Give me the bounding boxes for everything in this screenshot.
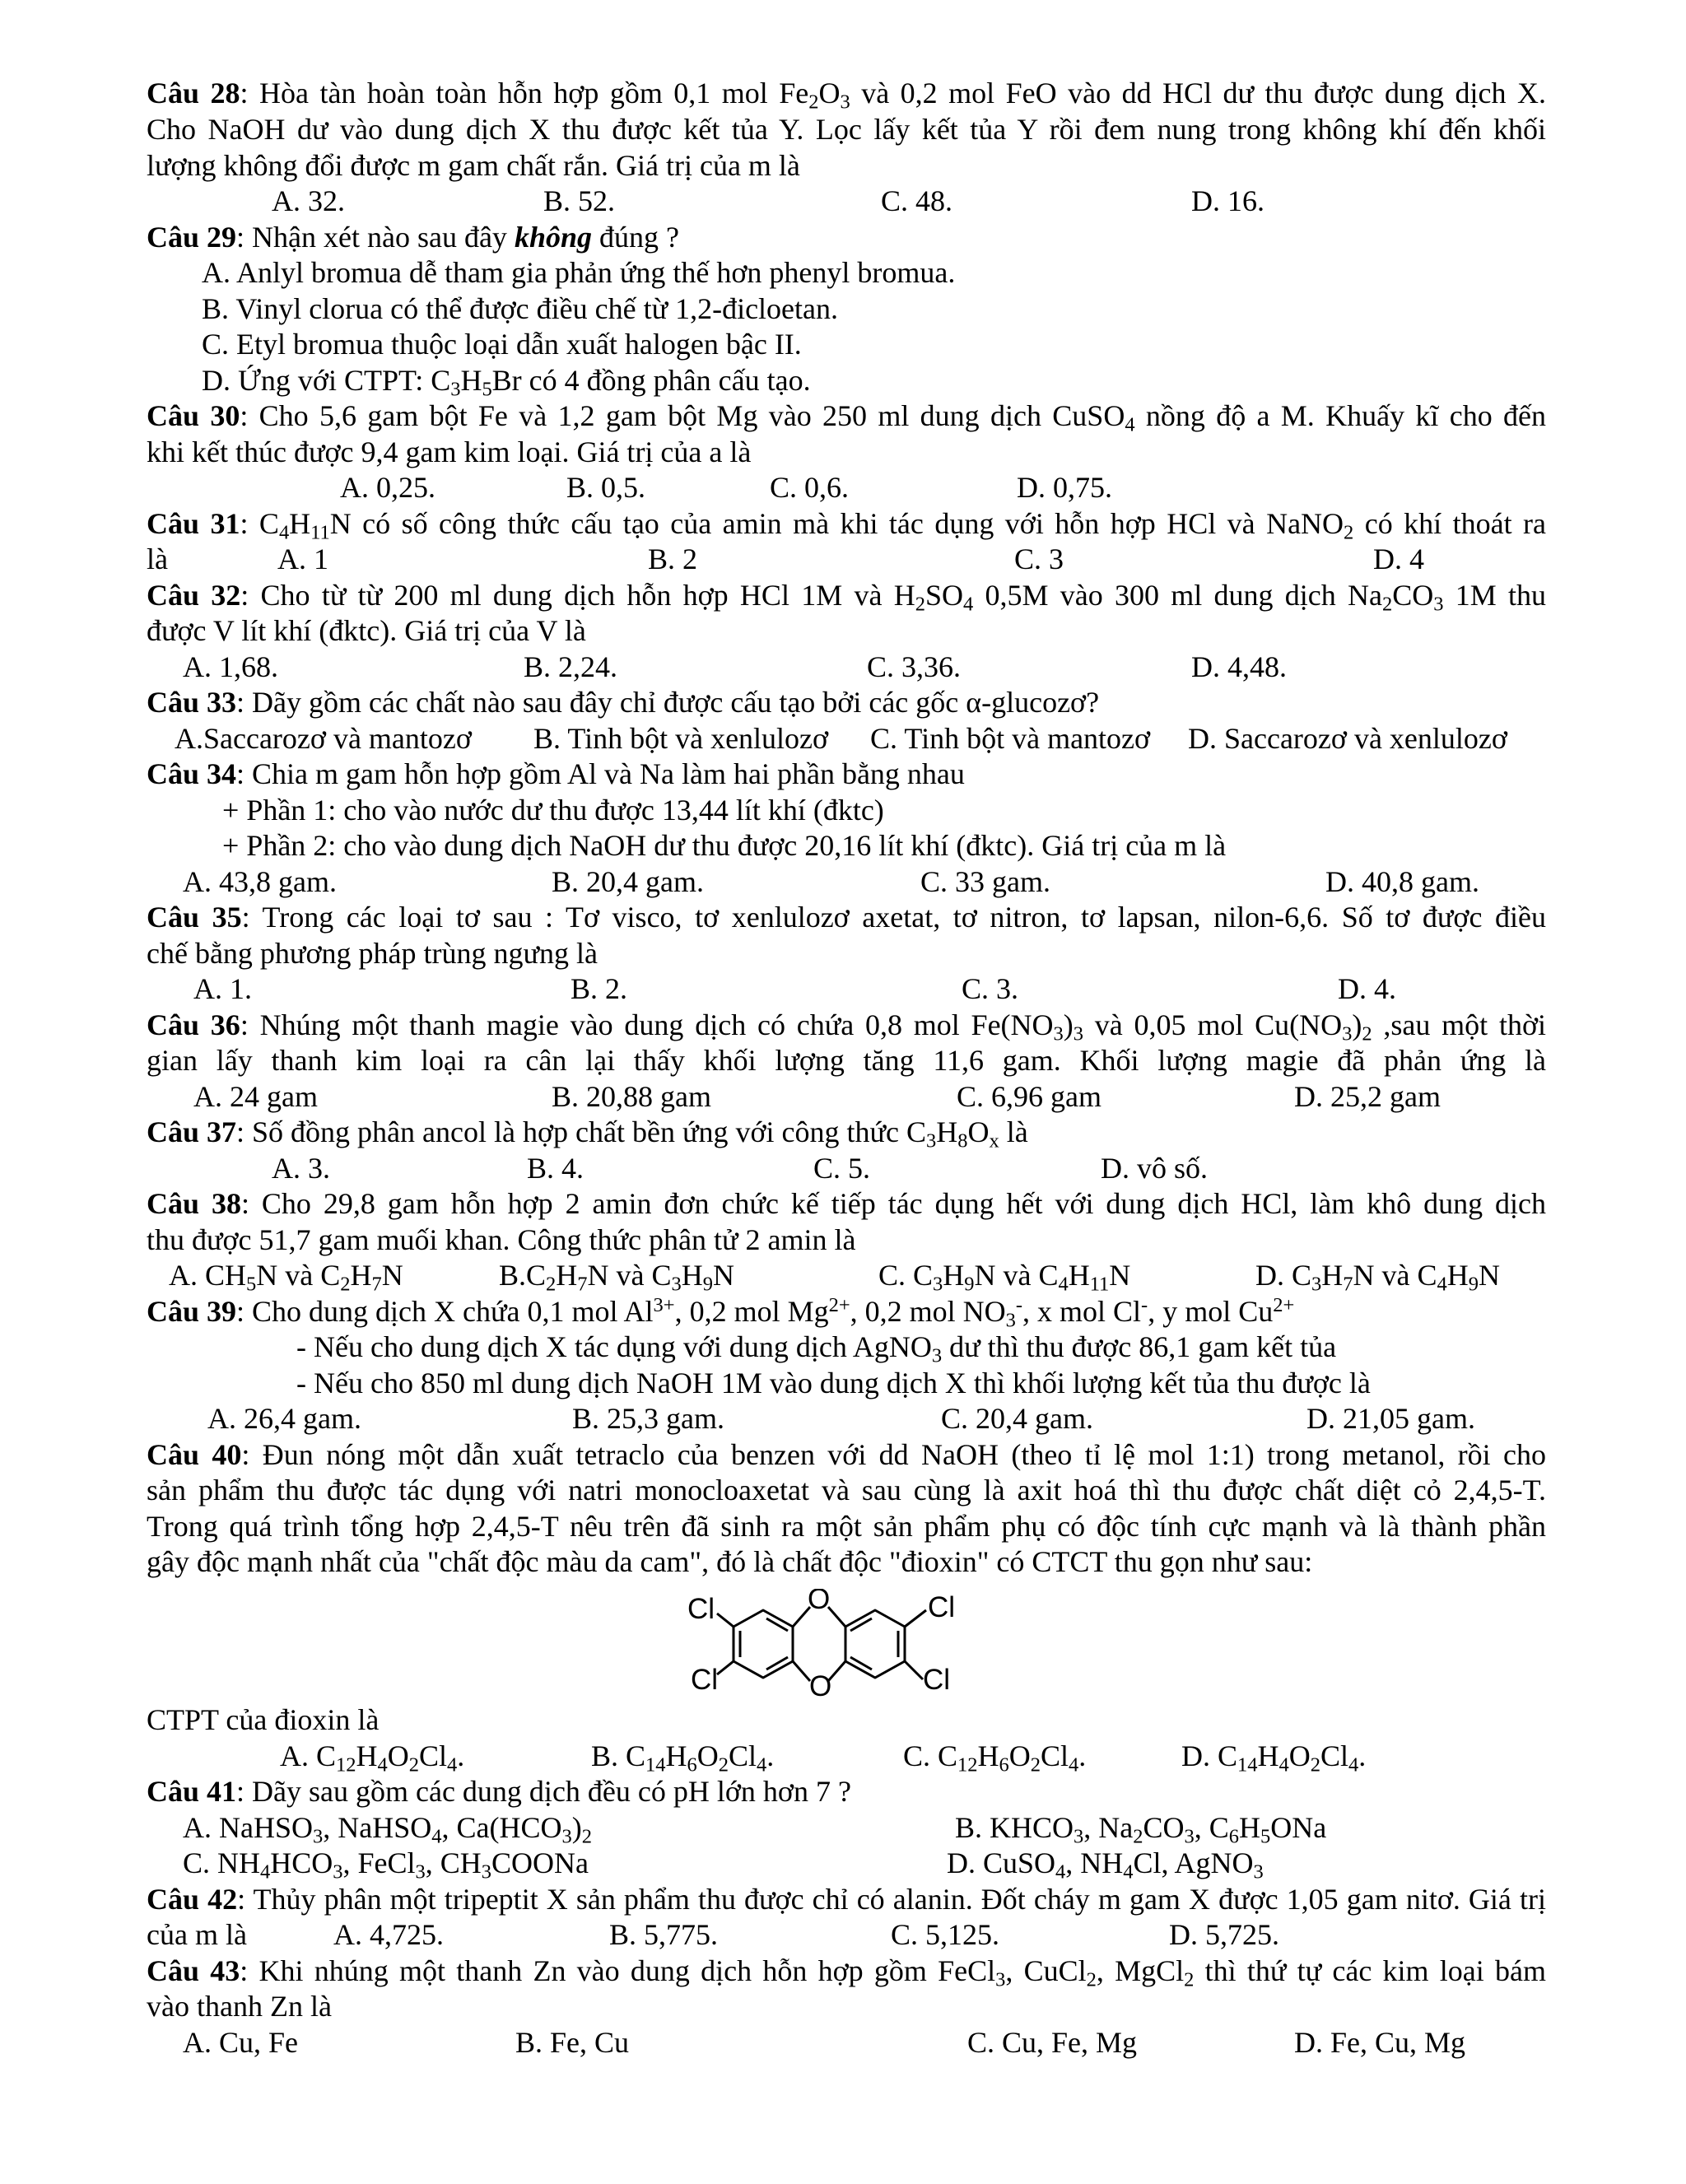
q29-option-c[interactable]: C. Etyl bromua thuộc loại dẫn xuất halogen bậc II. [202,328,802,361]
q31-option-d[interactable]: D. 4 [1373,543,1424,575]
q37-option-b[interactable]: B. 4. [527,1152,585,1185]
q41-option-d[interactable]: D. CuSO$_4$, $NH_4Cl$, AgNO$_3$ [947,1846,1264,1884]
q42-line-1: Câu 42: Thủy phân một tripeptit X sản phẩm thu được chỉ có alanin. Đốt cháy m gam X được 1,05 gam nitơ. Giá trị [147,1883,1546,1916]
q39-option-b[interactable]: B. 25,3 gam. [572,1402,724,1435]
q29-option-a[interactable]: A. Anlyl bromua dễ tham gia phản ứng thế hơn phenyl bromua. [202,256,956,289]
q33-options [0,721,1686,757]
q33-option-c[interactable]: C. Tinh bột và mantozơ [870,722,1151,755]
q38-options [0,1258,1686,1294]
q38-option-b[interactable]: $B.C_2H_7N$ và $C_3H_9N$ [499,1259,734,1296]
q41-line-1: Câu 41: Dãy sau gồm các dung dịch đều có pH lớn hơn 7 ? [147,1775,851,1808]
q28-option-d[interactable]: D. 16. [1191,184,1264,217]
q43-line-2: vào thanh Zn là [147,1990,332,2023]
q41-label: Câu 41 [147,1775,237,1808]
q35-options [0,971,1686,1008]
q42-option-c[interactable]: C. 5,125. [891,1918,1000,1951]
q28-line-2: Cho NaOH dư vào dung dịch X thu được kết tủa Y. Lọc lấy kết tủa Y rồi đem nung trong không khí đến khối [147,113,1546,146]
q28-options [0,184,1686,220]
q36-line-1: Câu 36: Nhúng một thanh magie vào dung dịch có chứa 0,8 mol $Fe(NO_3)_3$ và 0,05 mol $Cu(NO_3)_2$ ,sau một thời [147,1008,1546,1045]
q43-option-d[interactable]: D. Fe, Cu, Mg [1294,2026,1466,2059]
q42-line-2: của m là [147,1918,247,1951]
q40-option-a[interactable]: A. $C_{12}H_4O_2Cl_4$. [280,1739,465,1777]
q29-label: Câu 29 [147,221,237,254]
q29-option-d[interactable]: D. Ứng với CTPT: $C_3H_5Br$ có 4 đồng phân cấu tạo. [202,364,811,401]
cl-bond-bottom-left [717,1661,734,1674]
q30-line-2: khi kết thúc được 9,4 gam kim loại. Giá trị của a là [147,435,752,468]
q28-line-3: lượng không đổi được m gam chất rắn. Giá trị của m là [147,149,800,182]
q30-option-c[interactable]: C. 0,6. [770,471,850,504]
q35-option-b[interactable]: B. 2. [571,972,628,1005]
q32-line-1: Câu 32: Cho từ từ 200 ml dung dịch hỗn hợp HCl 1M và $H_2SO_4$ 0,5M vào 300 ml dung dịch $Na_2CO_3$ 1M thu [147,579,1546,616]
q36-option-d[interactable]: D. 25,2 gam [1294,1080,1441,1113]
q30-label: Câu 30 [147,399,240,432]
q38-option-c[interactable]: C. $C_3H_9N$ và $C_4H_{11}N$ [878,1259,1131,1296]
q35-option-a[interactable]: A. 1. [193,972,252,1005]
q34-label: Câu 34 [147,757,237,790]
q32-line-2: được V lít khí (đktc). Giá trị của V là [147,614,586,647]
q40-line-5: CTPT của đioxin là [147,1703,380,1736]
q31-label: Câu 31 [147,507,240,540]
q42-options [0,1917,1686,1953]
q41-option-a[interactable]: A. NaHSO$_3$, NaHSO$_4$, $Ca(HCO_3)_2$ [183,1811,592,1848]
q37-options [0,1151,1686,1187]
q40-label: Câu 40 [147,1438,242,1471]
q37-label: Câu 37 [147,1115,237,1148]
q41-options-row-1 [0,1810,1686,1846]
q31-options [0,542,1686,578]
q28-option-b[interactable]: B. 52. [543,184,616,217]
q30-option-b[interactable]: B. 0,5. [566,471,646,504]
q36-label: Câu 36 [147,1008,240,1041]
q40-option-c[interactable]: C. $C_{12}H_6O_2Cl_4$. [903,1739,1087,1777]
q35-option-d[interactable]: D. 4. [1338,972,1396,1005]
q38-option-a[interactable]: A. $CH_5N$ và $C_2H_7N$ [169,1259,403,1296]
cl-bond-top-right [905,1610,926,1627]
q34-part-1: + Phần 1: cho vào nước dư thu được 13,44 lít khí (đktc) [222,794,884,827]
q28-option-a[interactable]: A. 32. [272,184,345,217]
right-benzene-ring [845,1610,905,1678]
q29-line-1: Câu 29: Nhận xét nào sau đây không đúng ? [147,221,679,254]
q31-option-a[interactable]: A. 1 [277,543,328,575]
chlorine-atom-top-right: Cl [928,1591,956,1623]
q36-options [0,1079,1686,1115]
q39-options [0,1401,1686,1437]
chlorine-atom-top-left: Cl [687,1593,715,1625]
q32-option-d[interactable]: D. 4,48. [1191,650,1287,683]
q32-option-c[interactable]: C. 3,36. [867,650,962,683]
q37-option-c[interactable]: C. 5. [813,1152,871,1185]
q35-line-2: chế bằng phương pháp trùng ngưng là [147,937,598,970]
q41-option-b[interactable]: B. $KHCO_3$, $Na_2CO_3$, $C_6H_5ONa$ [955,1811,1327,1848]
left-benzene-ring [734,1610,793,1678]
q33-option-d[interactable]: D. Saccarozơ và xenlulozơ [1188,722,1507,755]
q34-part-2: + Phần 2: cho vào dung dịch NaOH dư thu được 20,16 lít khí (đktc). Giá trị của m là [222,829,1227,862]
q31-line-2: là [147,543,168,575]
q35-option-c[interactable]: C. 3. [962,972,1019,1005]
q31-option-c[interactable]: C. 3 [1014,543,1064,575]
dioxin-structure [687,1589,1008,1704]
q32-option-b[interactable]: B. 2,24. [524,650,618,683]
q39-option-a[interactable]: A. 26,4 gam. [207,1402,361,1435]
q30-options [0,470,1686,506]
chlorine-atom-bottom-left: Cl [691,1664,719,1696]
q38-line-1: Câu 38: Cho 29,8 gam hỗn hợp 2 amin đơn chức kế tiếp tác dụng hết với dung dịch HCl, làm khô dung dịch [147,1187,1546,1220]
q35-label: Câu 35 [147,901,242,934]
lower-oxygen-bond-left [793,1661,810,1681]
q39-option-c[interactable]: C. 20,4 gam. [941,1402,1093,1435]
q33-option-a[interactable]: A.Saccarozơ và mantozơ [175,722,472,755]
q38-label: Câu 38 [147,1187,241,1220]
q40-options [0,1739,1686,1775]
q34-option-a[interactable]: A. 43,8 gam. [183,865,337,898]
q39-line-1: Câu 39: Cho dung dịch X chứa 0,1 mol $Al^{3+}$, 0,2 mol $Mg^{2+}$, 0,2 mol $NO_3^-$, x mol Cl-, y mol $Cu^{2+}$ [147,1293,1295,1332]
q34-option-d[interactable]: D. 40,8 gam. [1325,865,1479,898]
q31-line-1: Câu 31: $C_4H_{11}N$ có số công thức cấu tạo của amin mà khi tác dụng với hỗn hợp HCl và NaNO$_2$ có khí thoát ra [147,507,1546,544]
q39-case-1: - Nếu cho dung dịch X tác dụng với dung dịch AgNO$_3$ dư thì thu được 86,1 gam kết tủa [296,1330,1337,1367]
q29-option-b[interactable]: B. Vinyl clorua có thể được điều chế từ 1,2-đicloetan. [202,292,839,325]
q30-option-d[interactable]: D. 0,75. [1017,471,1112,504]
oxygen-atom-bottom: O [809,1670,832,1702]
q43-label: Câu 43 [147,1954,240,1987]
q28-label: Câu 28 [147,77,240,109]
q33-option-b[interactable]: B. Tinh bột và xenlulozơ [533,722,829,755]
q39-label: Câu 39 [147,1295,237,1328]
q33-label: Câu 33 [147,686,237,719]
q34-option-c[interactable]: C. 33 gam. [920,865,1050,898]
q34-option-b[interactable]: B. 20,4 gam. [552,865,704,898]
q39-option-d[interactable]: D. 21,05 gam. [1306,1402,1475,1435]
q36-option-a[interactable]: A. 24 gam [193,1080,318,1113]
q40-line-2: sản phẩm thu được tác dụng với natri monocloaxetat và sau cùng là axit hoá thì thu được chất diệt cỏ 2,4,5-T. [147,1474,1546,1506]
cl-bond-bottom-right [905,1661,923,1679]
q28-option-c[interactable]: C. 48. [881,184,953,217]
cl-bond-top-left [717,1614,734,1627]
q30-option-a[interactable]: A. 0,25. [340,471,435,504]
q35-line-1: Câu 35: Trong các loại tơ sau : Tơ visco, tơ xenlulozơ axetat, tơ nitron, tơ lapsan, nilon-6,6. Số tơ được điều [147,901,1546,934]
q41-options-row-2 [0,1846,1686,1882]
q43-option-c[interactable]: C. Cu, Fe, Mg [967,2026,1138,2059]
q36-option-b[interactable]: B. 20,88 gam [552,1080,711,1113]
q42-label: Câu 42 [147,1883,238,1916]
q37-option-d[interactable]: D. vô số. [1101,1152,1209,1185]
q42-option-d[interactable]: D. 5,725. [1169,1918,1279,1951]
q43-options [0,2025,1686,2061]
q31-option-b[interactable]: B. 2 [648,543,698,575]
oxygen-atom-top: O [808,1589,831,1615]
q40-line-1: Câu 40: Đun nóng một dẫn xuất tetraclo của benzen với dd NaOH (theo tỉ lệ mol 1:1) trong metanol, rồi cho [147,1438,1546,1471]
q32-option-a[interactable]: A. 1,68. [183,650,278,683]
chlorine-atom-bottom-right: Cl [923,1664,951,1696]
q42-option-b[interactable]: B. 5,775. [609,1918,719,1951]
q37-line-1: Câu 37: Số đồng phân ancol là hợp chất bền ứng với công thức $C_3H_8O_x$ là [147,1115,1028,1153]
q41-option-c[interactable]: C. $NH_4HCO_3$, FeCl$_3$, $CH_3COONa$ [183,1846,589,1884]
q39-case-2: - Nếu cho 850 ml dung dịch NaOH 1M vào dung dịch X thì khối lượng kết tủa thu được là [296,1367,1371,1399]
q36-option-c[interactable]: C. 6,96 gam [957,1080,1101,1113]
q38-line-2: thu được 51,7 gam muối khan. Công thức phân tử 2 amin là [147,1223,856,1256]
upper-oxygen-bond-right [828,1607,845,1627]
q37-option-a[interactable]: A. 3. [272,1152,330,1185]
q43-line-1: Câu 43: Khi nhúng một thanh Zn vào dung dịch hỗn hợp gồm FeCl$_3$, CuCl$_2$, MgCl$_2$ thì thứ tự các kim loại bám [147,1954,1546,1991]
q40-line-4: gây độc mạnh nhất của "chất độc màu da cam", đó là chất độc "đioxin" có CTCT thu gọn như sau: [147,1545,1313,1578]
q28-line-1: Câu 28: Hòa tàn hoàn toàn hỗn hợp gồm 0,1 mol $Fe_2O_3$ và 0,2 mol FeO vào dd HCl dư thu được dung dịch X. [147,77,1546,114]
q40-line-3: Trong quá trình tổng hợp 2,4,5-T nêu trên đã sinh ra một sản phẩm phụ có độc tính cực mạnh và là thành phần [147,1510,1546,1543]
q43-option-a[interactable]: A. Cu, Fe [183,2026,299,2059]
q40-option-b[interactable]: B. $C_{14}H_6O_2Cl_4$. [591,1739,775,1777]
q30-line-1: Câu 30: Cho 5,6 gam bột Fe và 1,2 gam bột Mg vào 250 ml dung dịch CuSO$_4$ nồng độ a M. Khuấy kĩ cho đến [147,399,1546,436]
q38-option-d[interactable]: D. $C_3H_7N$ và $C_4H_9N$ [1255,1259,1500,1296]
q42-option-a[interactable]: A. 4,725. [333,1918,444,1951]
q40-option-d[interactable]: D. $C_{14}H_4O_2Cl_4$. [1181,1739,1367,1777]
q34-options [0,864,1686,901]
q43-option-b[interactable]: B. Fe, Cu [515,2026,630,2059]
q34-line-1: Câu 34: Chia m gam hỗn hợp gồm Al và Na làm hai phần bằng nhau [147,757,965,790]
q33-line-1: Câu 33: Dãy gồm các chất nào sau đây chỉ được cấu tạo bởi các gốc α-glucozơ? [147,686,1100,719]
q32-options [0,650,1686,686]
q32-label: Câu 32 [147,579,241,612]
q36-line-2: gian lấy thanh kim loại ra cân lại thấy khối lượng tăng 11,6 gam. Khối lượng magie đã phản ứng là [147,1044,1546,1077]
